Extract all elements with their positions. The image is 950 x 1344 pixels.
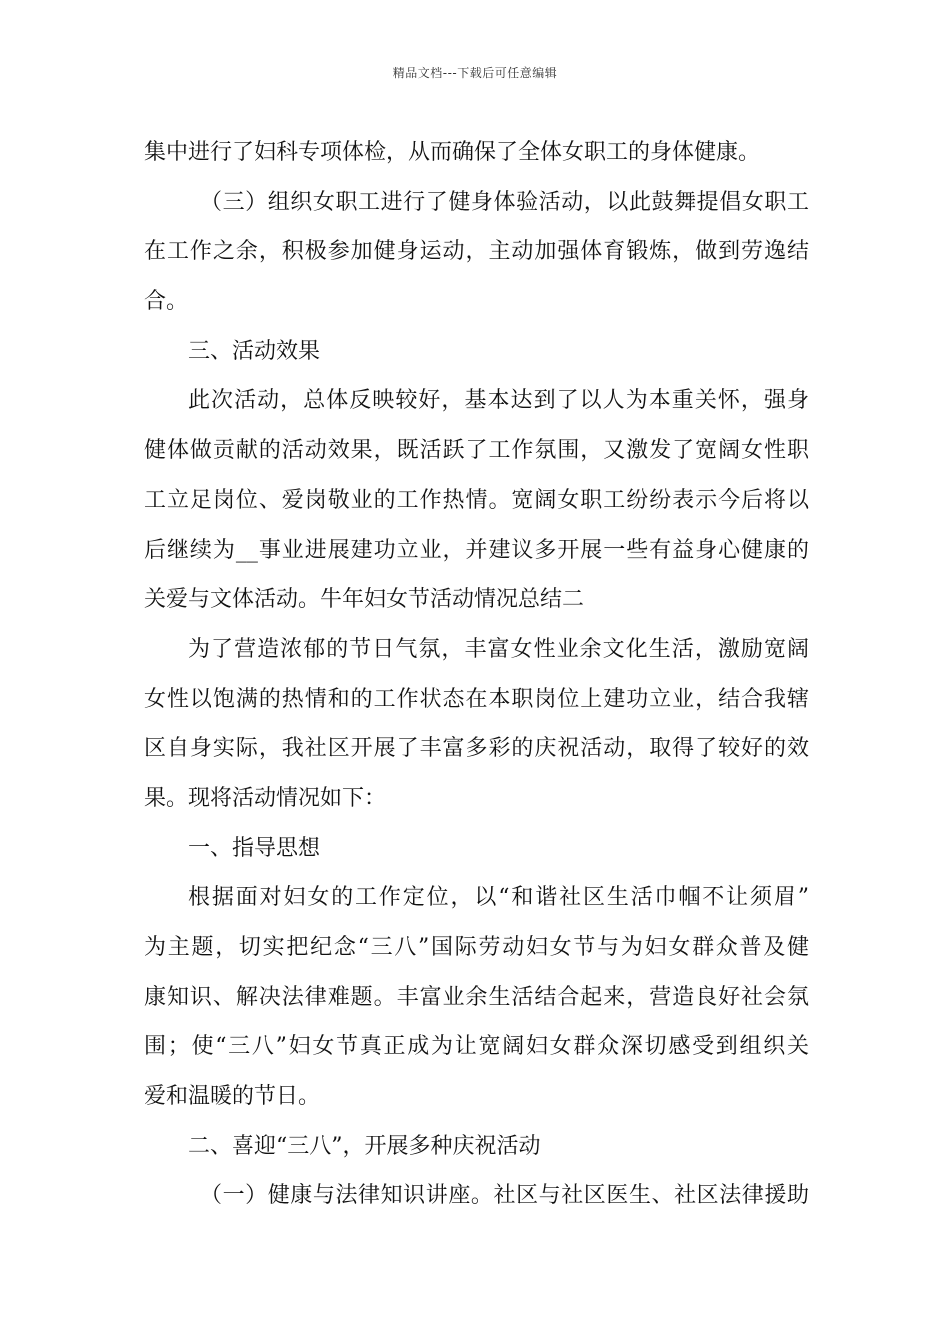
paragraph-line: 根据面对妇女的工作定位，以“和谐社区生活巾帼不让须眉”	[188, 885, 809, 911]
page-header: 精品文档---下载后可任意编辑	[392, 66, 558, 80]
paragraph-line: 关爱与文体活动。牛年妇女节活动情况总结二	[144, 587, 585, 613]
paragraph-line: （三）组织女职工进行了健身体验活动，以此鼓舞提倡女职工	[200, 189, 809, 215]
paragraph-line: 康知识、解决法律难题。丰富业余生活结合起来，营造良好社会氛	[144, 984, 809, 1010]
paragraph-line: 健体做贡献的活动效果，既活跃了工作氛围，又激发了宽阔女性职	[144, 438, 809, 464]
paragraph-line: 女性以饱满的热情和的工作状态在本职岗位上建功立业，结合我辖	[144, 686, 809, 712]
paragraph-line: 围；使“三八”妇女节真正成为让宽阔妇女群众深切感受到组织关	[144, 1034, 809, 1060]
paragraph-line: 工立足岗位、爱岗敬业的工作热情。宽阔女职工纷纷表示今后将以	[144, 487, 809, 513]
paragraph-line: 区自身实际，我社区开展了丰富多彩的庆祝活动，取得了较好的效	[144, 736, 809, 762]
paragraph-line: 合。	[144, 289, 189, 315]
paragraph-line: 为主题，切实把纪念“三八”国际劳动妇女节与为妇女群众普及健	[144, 935, 809, 960]
paragraph-line: 后继续为__事业进展建功立业，并建议多开展一些有益身心健康的	[144, 537, 809, 563]
paragraph-line: 集中进行了妇科专项体检，从而确保了全体女职工的身体健康。	[144, 140, 761, 165]
section-heading: 三、活动效果	[188, 338, 321, 364]
section-heading: 二、喜迎“三八”，开展多种庆祝活动	[188, 1133, 541, 1159]
section-heading: 一、指导思想	[188, 835, 321, 861]
paragraph-line: （一）健康与法律知识讲座。社区与社区医生、社区法律援助	[200, 1183, 809, 1209]
paragraph-line: 为了营造浓郁的节日气氛，丰富女性业余文化生活，激励宽阔	[188, 636, 809, 662]
paragraph-line: 爱和温暖的节日。	[144, 1084, 321, 1110]
paragraph-line: 在工作之余，积极参加健身运动，主动加强体育锻炼，做到劳逸结	[144, 239, 809, 265]
document-body	[144, 128, 809, 1221]
paragraph-line: 此次活动，总体反映较好，基本达到了以人为本重关怀，强身	[188, 388, 809, 414]
paragraph-line: 果。现将活动情况如下：	[144, 785, 387, 811]
